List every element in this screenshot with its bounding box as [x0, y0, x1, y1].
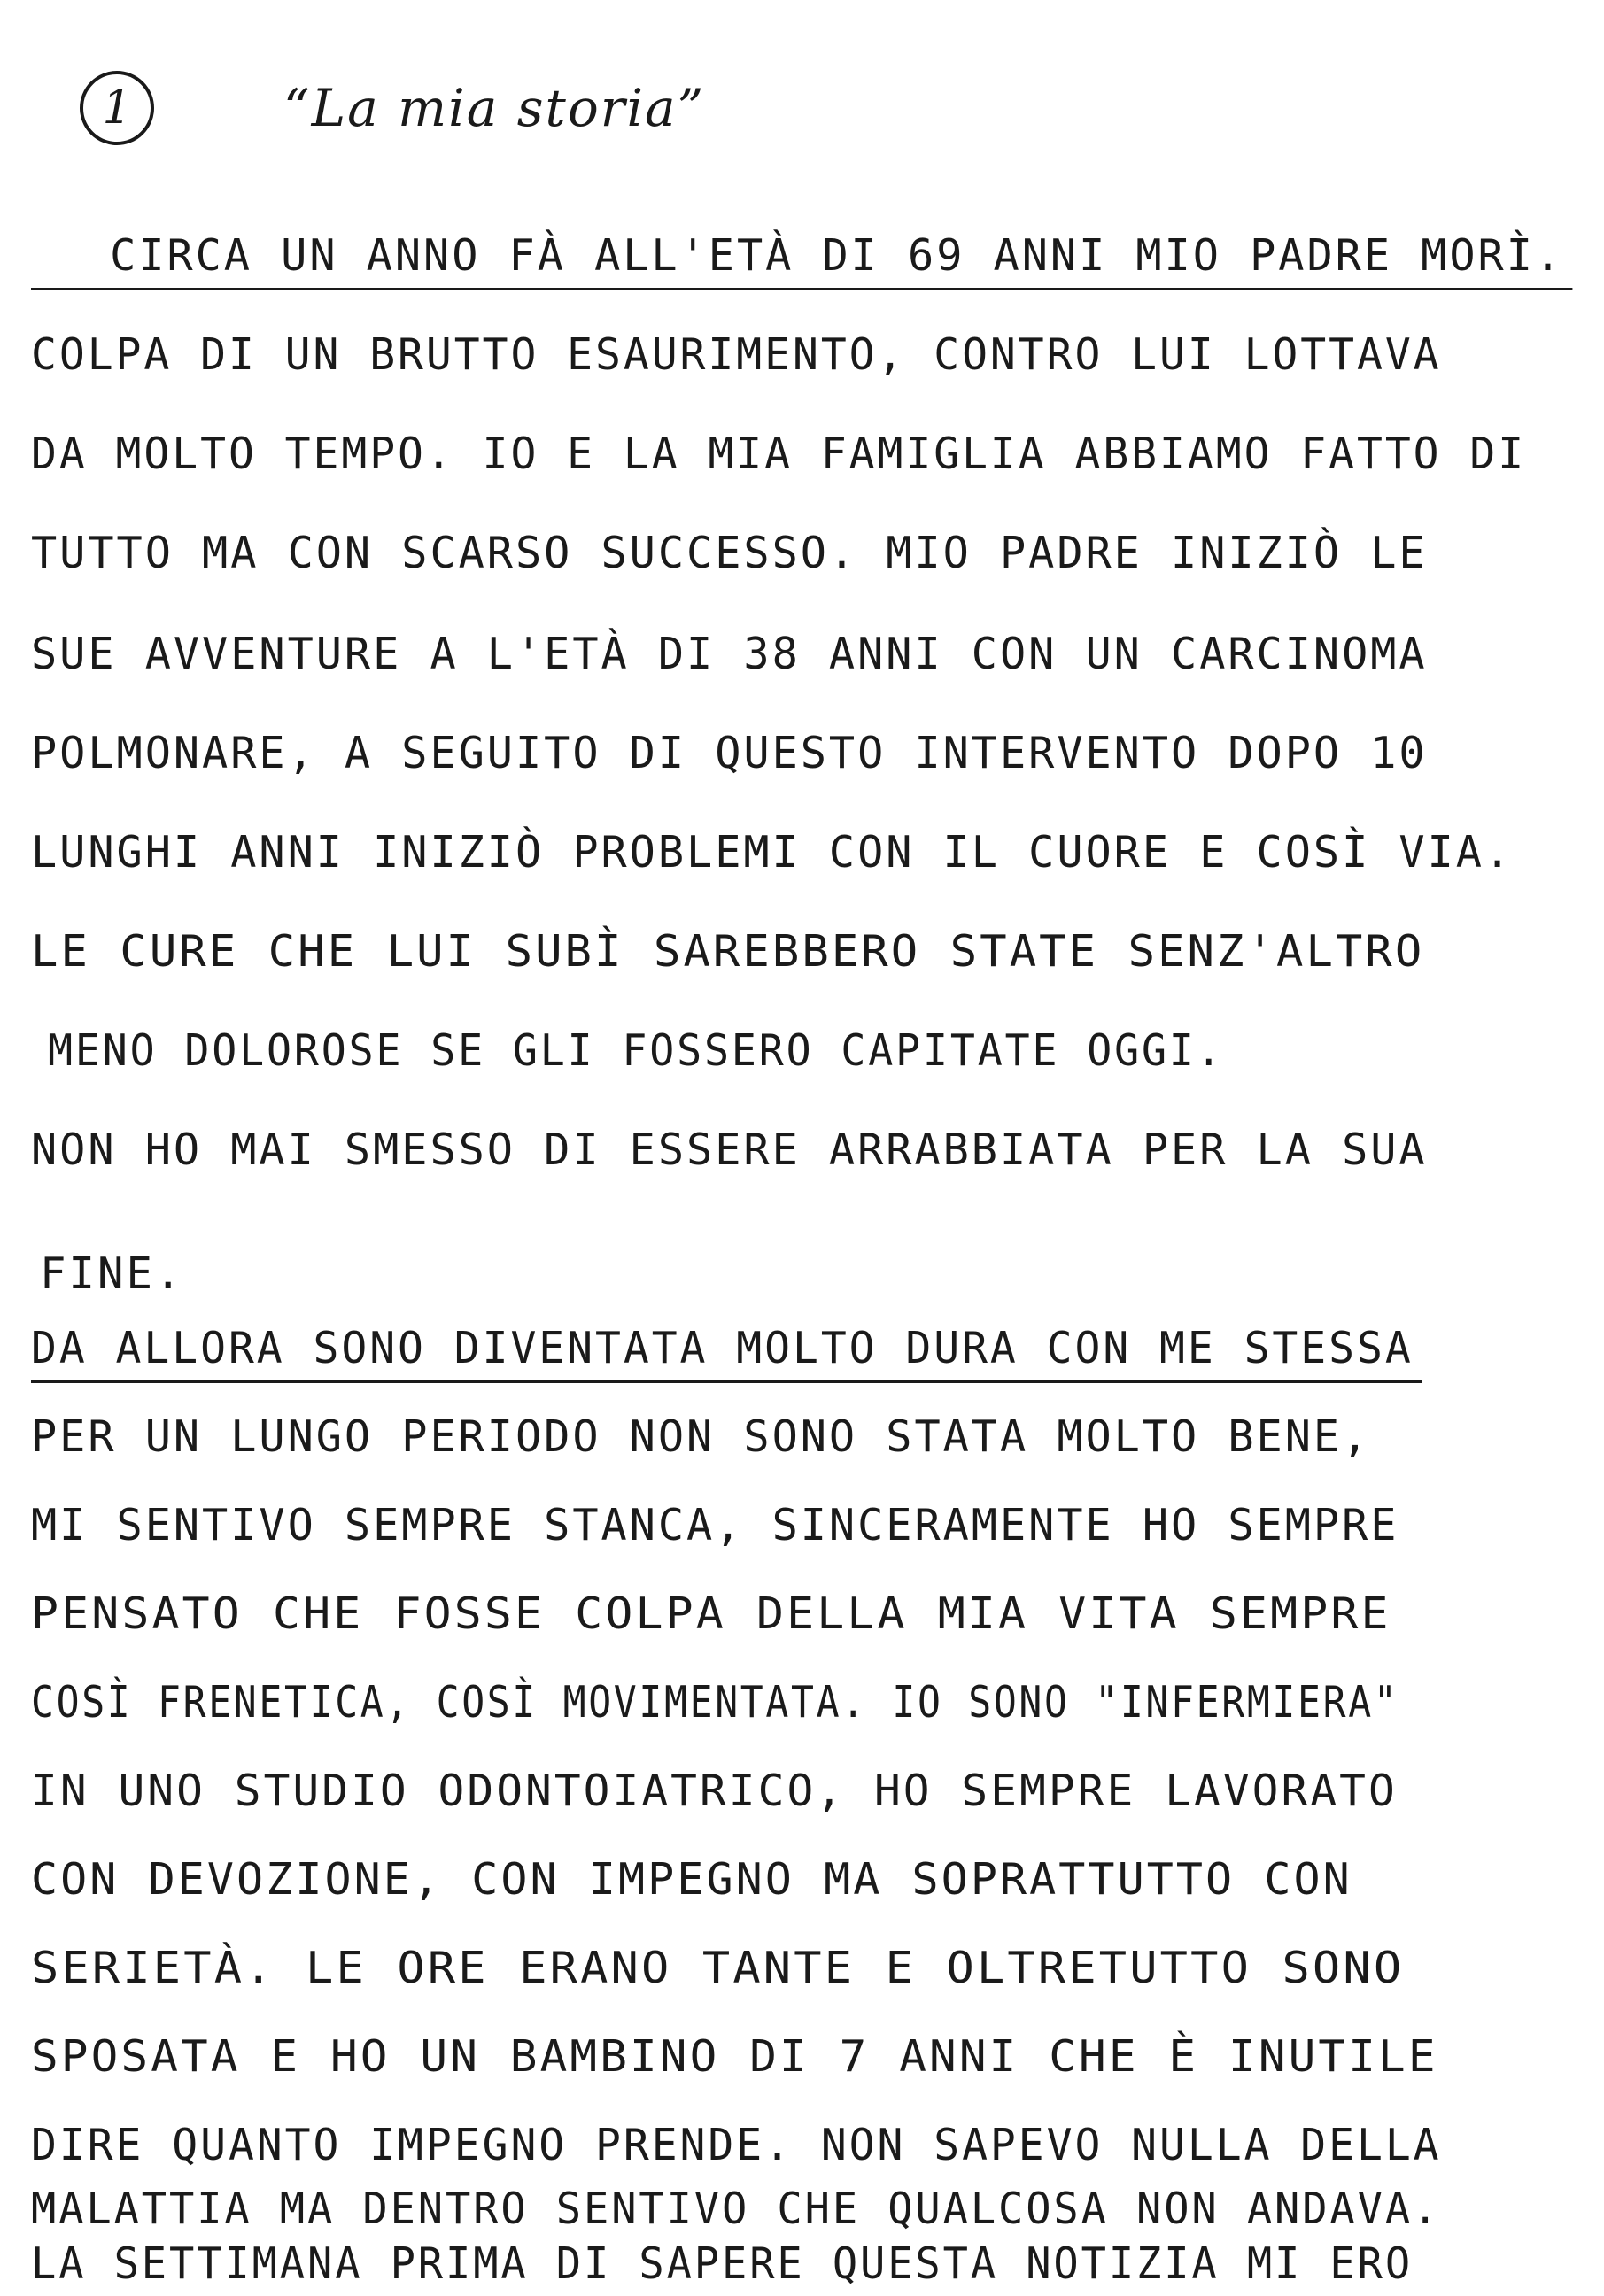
text-line: NON HO MAI SMESSO DI ESSERE ARRABBIATA PER LA SUA	[31, 1125, 1428, 1175]
text-line-wrap-7	[31, 827, 1590, 926]
text-line: DIRE QUANTO IMPEGNO PRENDE. NON SAPEVO NULLA DELLA	[31, 2120, 1442, 2170]
text-line: LA SETTIMANA PRIMA DI SAPERE QUESTA NOTIZIA MI ERO	[31, 2238, 1414, 2289]
text-line-wrap-9	[31, 1025, 1590, 1125]
text-line: CON DEVOZIONE, CON IMPEGNO MA SOPRATTUTTO CON	[31, 1854, 1352, 1905]
text-line: MI SENTIVO SEMPRE STANCA, SINCERAMENTE HO SEMPRE	[31, 1500, 1399, 1550]
text-line-wrap-10	[31, 1125, 1590, 1248]
text-line: SERIETÀ. LE ORE ERANO TANTE E OLTRETUTTO SONO	[31, 1943, 1405, 1993]
text-line-wrap-16	[31, 1677, 1590, 1766]
text-line-wrap-18	[31, 1854, 1590, 1943]
text-line: SPOSATA E HO UN BAMBINO DI 7 ANNI CHE È INUTILE	[31, 2031, 1438, 2082]
text-line-wrap-21	[31, 2120, 1590, 2184]
text-line: LE CURE CHE LUI SUBÌ SAREBBERO STATE SENZ'ALTRO	[31, 926, 1425, 977]
text-line-wrap-4	[31, 528, 1590, 629]
page-number-circle: 1	[80, 71, 154, 145]
text-line-wrap-19	[31, 1943, 1590, 2031]
page-title: “La mia storia”	[283, 78, 706, 138]
text-line: POLMONARE, A SEGUITO DI QUESTO INTERVENTO DOPO 10	[31, 728, 1428, 778]
text-line: COSÌ FRENETICA, COSÌ MOVIMENTATA. IO SONO "INFERMIERA"	[31, 1677, 1399, 1728]
text-line: FINE.	[40, 1248, 184, 1299]
text-line-wrap-14	[31, 1500, 1590, 1589]
text-line-wrap-22	[31, 2184, 1590, 2238]
text-line: PENSATO CHE FOSSE COLPA DELLA MIA VITA SEMPRE	[31, 1589, 1391, 1639]
text-line-wrap-12	[31, 1323, 1590, 1411]
text-line: COLPA DI UN BRUTTO ESAURIMENTO, CONTRO LUI LOTTAVA	[31, 329, 1442, 380]
text-line-wrap-3	[31, 429, 1590, 528]
text-line: SUE AVVENTURE A L'ETÀ DI 38 ANNI CON UN CARCINOMA	[31, 629, 1428, 679]
text-line: LUNGHI ANNI INIZIÒ PROBLEMI CON IL CUORE E COSÌ VIA.	[31, 827, 1514, 877]
text-line: DA MOLTO TEMPO. IO E LA MIA FAMIGLIA ABBIAMO FATTO DI	[31, 429, 1527, 479]
text-line: IN UNO STUDIO ODONTOIATRICO, HO SEMPRE LAVORATO	[31, 1766, 1398, 1816]
page-header	[62, 53, 948, 151]
text-line-wrap-1	[31, 221, 1590, 329]
text-line-wrap-8	[31, 926, 1590, 1025]
text-line-wrap-11	[31, 1248, 1590, 1323]
text-line-wrap-15	[31, 1589, 1590, 1677]
text-line-wrap-2	[31, 329, 1590, 429]
handwritten-text-body	[31, 221, 1590, 2292]
text-line: PER UN LUNGO PERIODO NON SONO STATA MOLTO BENE,	[31, 1411, 1371, 1462]
text-line: TUTTO MA CON SCARSO SUCCESSO. MIO PADRE INIZIÒ LE	[31, 528, 1428, 578]
text-line-wrap-5	[31, 629, 1590, 728]
text-line: DA ALLORA SONO DIVENTATA MOLTO DURA CON ME STESSA	[31, 1323, 1422, 1383]
text-line-wrap-6	[31, 728, 1590, 827]
text-line: MENO DOLOROSE SE GLI FOSSERO CAPITATE OGGI.	[48, 1025, 1224, 1076]
text-line-wrap-23	[31, 2238, 1590, 2292]
text-line: CIRCA UN ANNO FÀ ALL'ETÀ DI 69 ANNI MIO PADRE MORÌ.	[31, 230, 1572, 290]
text-line: MALATTIA MA DENTRO SENTIVO CHE QUALCOSA NON ANDAVA.	[31, 2184, 1441, 2234]
text-line-wrap-13	[31, 1411, 1590, 1500]
text-line-wrap-20	[31, 2031, 1590, 2120]
text-line-wrap-17	[31, 1766, 1590, 1854]
